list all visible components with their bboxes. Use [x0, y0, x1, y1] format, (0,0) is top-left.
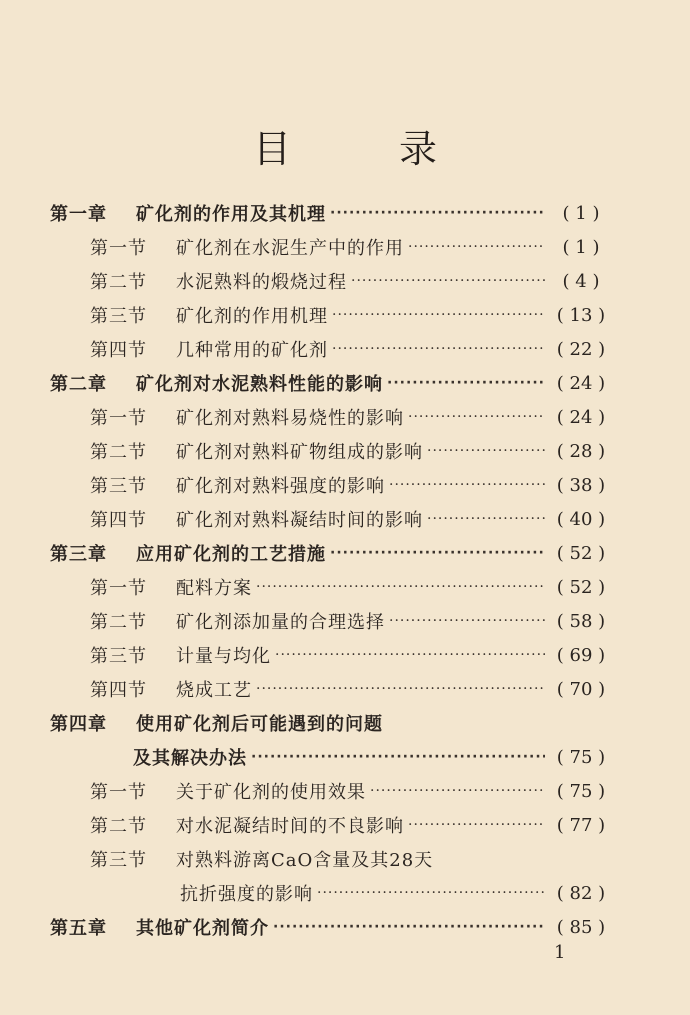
entry-page: ( 70 )	[549, 679, 613, 700]
toc-section-1-1	[90, 230, 613, 264]
entry-label: 第三节	[90, 476, 147, 497]
leader-dots	[256, 681, 545, 697]
leader-dots	[389, 477, 545, 493]
entry-page: ( 22 )	[549, 339, 613, 360]
leader-dots	[273, 919, 545, 935]
leader-dots	[330, 205, 545, 221]
entry-title: 计量与均化	[176, 646, 271, 667]
entry-label: 第二节	[90, 272, 147, 293]
entry-title-continued: 及其解决办法	[133, 748, 247, 769]
entry-page: ( 52 )	[549, 577, 613, 598]
entry-page: ( 69 )	[549, 645, 613, 666]
entry-page: ( 85 )	[549, 917, 613, 938]
entry-page: ( 52 )	[549, 543, 613, 564]
entry-label: 第四节	[90, 510, 147, 531]
entry-label: 第四章	[50, 714, 107, 735]
entry-page: ( 77 )	[549, 815, 613, 836]
leader-dots	[332, 341, 545, 357]
toc-section-3-2	[90, 604, 613, 638]
entry-page: ( 28 )	[549, 441, 613, 462]
entry-page: ( 75 )	[549, 781, 613, 802]
entry-page: ( 38 )	[549, 475, 613, 496]
leader-dots	[427, 511, 545, 527]
entry-title: 矿化剂对熟料易烧性的影响	[176, 408, 404, 429]
entry-title: 矿化剂在水泥生产中的作用	[176, 238, 404, 259]
toc-section-3-3	[90, 638, 613, 672]
entry-title: 其他矿化剂简介	[136, 918, 269, 939]
toc-section-2-2	[90, 434, 613, 468]
entry-label: 第五章	[50, 918, 107, 939]
entry-page: ( 24 )	[549, 373, 613, 394]
entry-title: 对熟料游离CaO含量及其28天	[176, 850, 434, 871]
entry-page: ( 1 )	[549, 237, 613, 258]
entry-label: 第一节	[90, 408, 147, 429]
toc-section-1-2	[90, 264, 613, 298]
toc-section-4-3	[90, 842, 613, 876]
entry-title: 配料方案	[176, 578, 252, 599]
toc-section-3-4	[90, 672, 613, 706]
leader-dots	[351, 273, 545, 289]
entry-title: 使用矿化剂后可能遇到的问题	[136, 714, 383, 735]
leader-dots	[408, 817, 545, 833]
entry-label: 第二节	[90, 612, 147, 633]
entry-page: ( 40 )	[549, 509, 613, 530]
leader-dots	[427, 443, 545, 459]
toc-section-4-3-continued	[180, 876, 613, 910]
entry-label: 第一节	[90, 238, 147, 259]
entry-page: ( 4 )	[549, 271, 613, 292]
toc-section-2-1	[90, 400, 613, 434]
entry-title-continued: 抗折强度的影响	[180, 884, 313, 905]
entry-title: 矿化剂对熟料凝结时间的影响	[176, 510, 423, 531]
toc-section-3-1	[90, 570, 613, 604]
leader-dots	[275, 647, 545, 663]
entry-label: 第二节	[90, 442, 147, 463]
entry-title: 矿化剂对熟料强度的影响	[176, 476, 385, 497]
toc-chapter-5	[50, 910, 613, 944]
entry-page: ( 13 )	[549, 305, 613, 326]
entry-label: 第一章	[50, 204, 107, 225]
entry-label: 第二节	[90, 816, 147, 837]
entry-label: 第二章	[50, 374, 107, 395]
page-number: 1	[554, 942, 566, 963]
entry-label: 第四节	[90, 680, 147, 701]
toc-section-4-1	[90, 774, 613, 808]
entry-title: 对水泥凝结时间的不良影响	[176, 816, 404, 837]
entry-title: 矿化剂添加量的合理选择	[176, 612, 385, 633]
leader-dots	[317, 885, 545, 901]
entry-page: ( 58 )	[549, 611, 613, 632]
leader-dots	[256, 579, 545, 595]
entry-label: 第三章	[50, 544, 107, 565]
entry-title: 矿化剂的作用机理	[176, 306, 328, 327]
leader-dots	[251, 749, 545, 765]
toc-section-2-3	[90, 468, 613, 502]
entry-label: 第三节	[90, 306, 147, 327]
entry-label: 第三节	[90, 646, 147, 667]
entry-title: 烧成工艺	[176, 680, 252, 701]
entry-label: 第一节	[90, 578, 147, 599]
toc-chapter-1	[50, 196, 613, 230]
entry-title: 水泥熟料的煅烧过程	[176, 272, 347, 293]
entry-title: 应用矿化剂的工艺措施	[136, 544, 326, 565]
toc-chapter-4-continued	[133, 740, 613, 774]
toc-chapter-2	[50, 366, 613, 400]
entry-title: 关于矿化剂的使用效果	[176, 782, 366, 803]
leader-dots	[330, 545, 545, 561]
toc-section-2-4	[90, 502, 613, 536]
entry-label: 第三节	[90, 850, 147, 871]
toc-chapter-4	[50, 706, 613, 740]
entry-title: 矿化剂的作用及其机理	[136, 204, 326, 225]
page-title: 目 录	[252, 127, 486, 171]
leader-dots	[408, 239, 545, 255]
toc-section-1-3	[90, 298, 613, 332]
entry-page: ( 1 )	[549, 203, 613, 224]
entry-title: 矿化剂对水泥熟料性能的影响	[136, 374, 383, 395]
leader-dots	[387, 375, 545, 391]
toc-chapter-3	[50, 536, 613, 570]
entry-title: 几种常用的矿化剂	[176, 340, 328, 361]
entry-page: ( 75 )	[549, 747, 613, 768]
leader-dots	[408, 409, 545, 425]
entry-label: 第一节	[90, 782, 147, 803]
entry-page: ( 24 )	[549, 407, 613, 428]
entry-title: 矿化剂对熟料矿物组成的影响	[176, 442, 423, 463]
leader-dots	[370, 783, 545, 799]
toc-section-1-4	[90, 332, 613, 366]
leader-dots	[389, 613, 545, 629]
entry-label: 第四节	[90, 340, 147, 361]
leader-dots	[332, 307, 545, 323]
entry-page: ( 82 )	[549, 883, 613, 904]
toc-section-4-2	[90, 808, 613, 842]
